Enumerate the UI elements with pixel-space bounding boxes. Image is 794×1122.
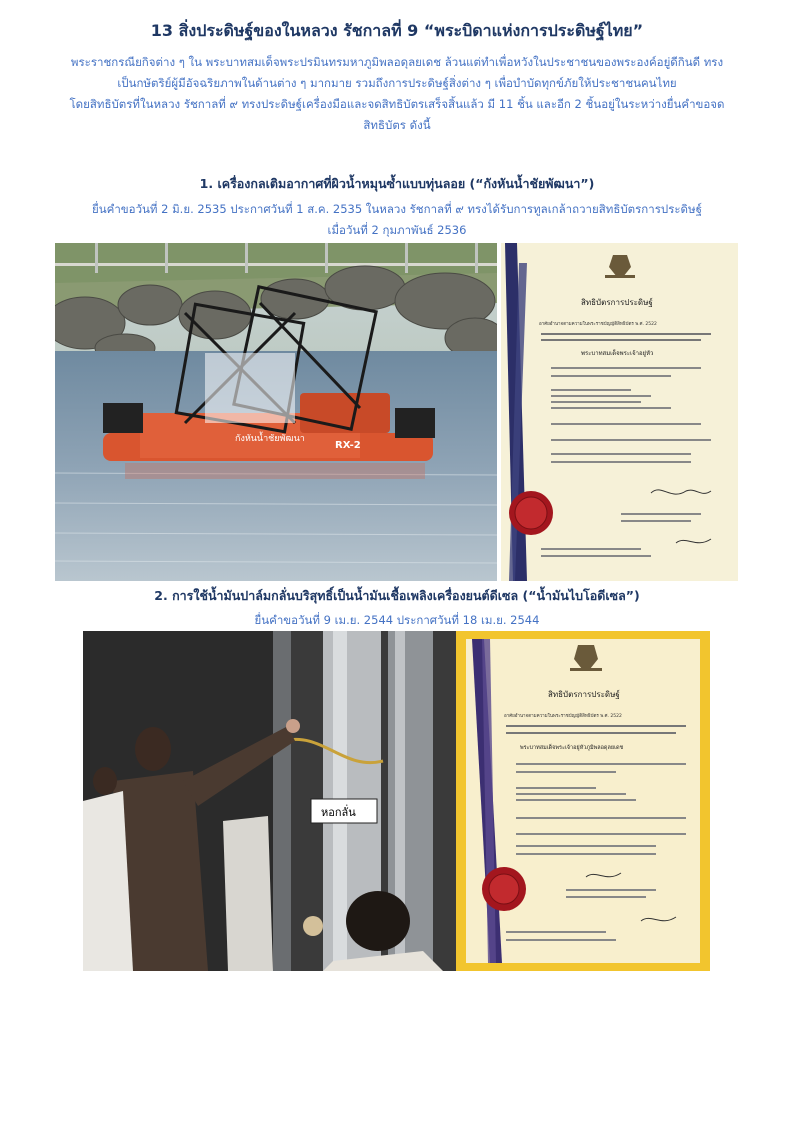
- section-1-text: เมื่อวันที่ 2 กุมภาพันธ์ 2536: [327, 223, 467, 237]
- section-2-text: ยื่นคำขอวันที่ 9 เม.ย. 2544 ประกาศวันที่ 18 เม.ย. 2544: [254, 613, 540, 627]
- certificate-act-line: อาศัยอำนาจตามความในพระราชบัญญัติสิทธิบัตร พ.ศ. 2522: [504, 714, 622, 719]
- certificate-act-line: อาศัยอำนาจตามความในพระราชบัญญัติสิทธิบัตร พ.ศ. 2522: [539, 322, 657, 327]
- section-2-heading: 2. การใช้น้ำมันปาล์มกลั่นบริสุทธิ์เป็นน้ำมันเชื้อเพลิงเครื่องยนต์ดีเซล (“น้ำมันไบโอดีเซล”): [154, 588, 640, 603]
- intro-line: พระราชกรณียกิจต่าง ๆ ใน พระบาทสมเด็จพระปรมินทรมหาภูมิพลอดุลยเดช ล้วนแต่ทำเพื่อหวังในประชาชนของพระองค์อยู่ดีกินดี ทรง: [70, 55, 724, 69]
- certificate-owner: พระบาทสมเด็จพระเจ้าอยู่หัวภูมิพลอดุลยเดช: [520, 745, 624, 751]
- turbine-model-code: RX-2: [335, 440, 361, 451]
- certificate-title: สิทธิบัตรการประดิษฐ์: [548, 690, 620, 699]
- turbine-sign-text: กังหันน้ำชัยพัฒนา: [235, 434, 305, 444]
- intro-paragraph: [20, 52, 774, 136]
- section-1-heading: 1. เครื่องกลเติมอากาศที่ผิวน้ำหมุนซ้ำแบบทุ่นลอย (“กังหันน้ำชัยพัฒนา”): [199, 176, 595, 191]
- intro-line: โดยสิทธิบัตรที่ในหลวง รัชกาลที่ ๙ ทรงประดิษฐ์เครื่องมือและจดสิทธิบัตรเสร็จสิ้นแล้ว มี 11 ชิ้น และอีก 2 ชิ้นอยู่ในระหว่างยื่นคำขอจด: [69, 97, 725, 111]
- distillation-tower-sign: หอกลั่น: [321, 806, 356, 819]
- intro-line: สิทธิบัตร ดังนี้: [363, 118, 431, 132]
- patent-certificate-1: [501, 243, 738, 581]
- biodiesel-photo: [83, 631, 456, 971]
- certificate-owner: พระบาทสมเด็จพระเจ้าอยู่หัว: [581, 350, 654, 357]
- section-1-text: ยื่นคำขอวันที่ 2 มิ.ย. 2535 ประกาศวันที่ 1 ส.ค. 2535 ในหลวง รัชกาลที่ ๙ ทรงได้รับการทูลเกล้าถวายสิทธิบัตรการประดิษฐ์: [92, 202, 702, 216]
- page-title: 13 สิ่งประดิษฐ์ของในหลวง รัชกาลที่ 9 “พระบิดาแห่งการประดิษฐ์ไทย”: [150, 21, 644, 40]
- intro-line: เป็นกษัตริย์ผู้มีอัจฉริยภาพในด้านต่าง ๆ มากมาย รวมถึงการประดิษฐ์สิ่งต่าง ๆ เพื่อบำบัดทุกข์ภัยให้ประชาชนคนไทย: [117, 76, 677, 90]
- patent-certificate-2: [456, 631, 710, 971]
- chaipattana-turbine-photo: [55, 243, 497, 581]
- certificate-title: สิทธิบัตรการประดิษฐ์: [581, 298, 653, 307]
